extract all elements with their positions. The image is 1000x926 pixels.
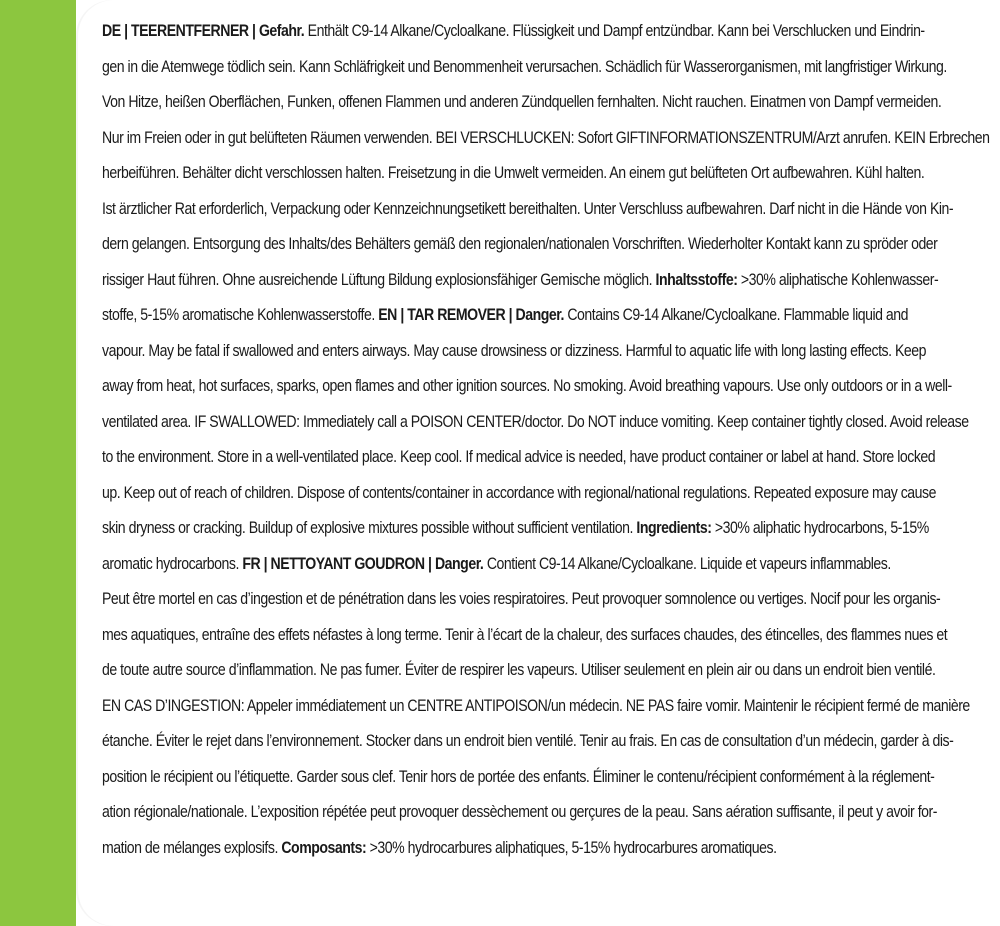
text-run: herbeiführen. Behälter dicht verschlossen halten. Freisetzung in die Umwelt vermeiden. An einem gut belüfteten Ort aufbewahren. Kühl halten. (102, 164, 925, 182)
text-line (102, 14, 998, 50)
text-line (102, 689, 998, 725)
text-run: Contient C9-14 Alkane/Cycloalkane. Liquide et vapeurs inflammables. (483, 554, 891, 573)
text-run: dern gelangen. Entsorgung des Inhalts/des Behälters gemäß den regionalen/nationalen Vorschriften. Wiederholter Kontakt kann zu spröder oder (102, 235, 938, 253)
text-run: Von Hitze, heißen Oberflächen, Funken, offenen Flammen und anderen Zündquellen fernhalten. Nicht rauchen. Einatmen von Dampf vermeiden. (102, 93, 942, 111)
text-line (102, 618, 998, 654)
text-run: position le récipient ou l’étiquette. Garder sous clef. Tenir hors de portée des enfants. Éliminer le contenu/récipient conformément à la réglement- (102, 767, 935, 786)
text-run: >30% hydrocarbures aliphatiques, 5-15% hydrocarbures aromatiques. (366, 838, 777, 857)
text-run: gen in die Atemwege tödlich sein. Kann Schläfrigkeit und Benommenheit verursachen. Schädlich für Wasserorganismen, mit langfristiger Wirkung. (102, 57, 947, 76)
bold-heading: FR | NETTOYANT GOUDRON | Danger. (242, 554, 484, 573)
green-side-stripe (0, 0, 76, 926)
text-run: vapour. May be fatal if swallowed and enters airways. May cause drowsiness or dizziness. Harmful to aquatic life with long lasting effects. Keep (102, 341, 927, 360)
text-line (102, 121, 998, 157)
hazard-text-block (102, 14, 998, 866)
text-run: mes aquatiques, entraîne des effets néfastes à long terme. Tenir à l’écart de la chaleur, des surfaces chaudes, des étincelles, des flammes nues et (102, 625, 948, 644)
text-run: EN CAS D’INGESTION: Appeler immédiatement un CENTRE ANTIPOISON/un médecin. NE PAS faire vomir. Maintenir le récipient fermé de manière (102, 696, 970, 715)
text-run: Ist ärztlicher Rat erforderlich, Verpackung oder Kennzeichnungsetikett bereithalten. Unter Verschluss aufbewahren. Darf nicht in die Hände von Kin- (102, 199, 954, 218)
text-line (102, 547, 998, 583)
text-run: away from heat, hot surfaces, sparks, open flames and other ignition sources. No smoking. Avoid breathing vapours. Use only outdoors or in a well- (102, 377, 952, 395)
text-run: étanche. Éviter le rejet dans l’environnement. Stocker dans un endroit bien ventilé. Tenir au frais. En cas de consultation d’un médecin, garder à dis- (102, 732, 954, 750)
text-line (102, 192, 998, 228)
text-run: skin dryness or cracking. Buildup of explosive mixtures possible without sufficient ventilation. (102, 519, 637, 537)
text-line (102, 511, 998, 547)
text-run: de toute autre source d’inflammation. Ne pas fumer. Éviter de respirer les vapeurs. Utiliser seulement en plein air ou dans un endroit bien ventilé. (102, 661, 936, 679)
text-line (102, 760, 998, 796)
text-line (102, 369, 998, 405)
text-line (102, 724, 998, 760)
text-run: >30% aliphatic hydrocarbons, 5-15% (711, 519, 929, 537)
text-line (102, 334, 998, 370)
text-run: rissiger Haut führen. Ohne ausreichende Lüftung Bildung explosionsfähiger Gemische möglich. (102, 270, 656, 289)
text-line (102, 440, 998, 476)
text-line (102, 582, 998, 618)
text-line (102, 85, 998, 121)
bold-heading: Composants: (281, 838, 367, 857)
text-run: ventilated area. IF SWALLOWED: Immediately call a POISON CENTER/doctor. Do NOT induce vomiting. Keep container tightly closed. Avoid release (102, 412, 969, 431)
text-line (102, 831, 998, 867)
text-line (102, 263, 998, 299)
text-run: Contains C9-14 Alkane/Cycloalkane. Flammable liquid and (563, 306, 909, 324)
text-run: Nur im Freien oder in gut belüfteten Räumen verwenden. BEI VERSCHLUCKEN: Sofort GIFTINFORMATIONSZENTRUM/Arzt anrufen. KEIN Erbrechen (102, 128, 990, 147)
text-line (102, 298, 998, 334)
text-run: up. Keep out of reach of children. Dispose of contents/container in accordance with regional/national regulations. Repeated exposure may cause (102, 483, 936, 502)
bold-heading: Inhaltsstoffe: (655, 270, 738, 289)
bold-heading: DE | TEERENTFERNER | Gefahr. (102, 22, 305, 40)
text-run: stoffe, 5-15% aromatische Kohlenwasserstoffe. (102, 306, 379, 324)
text-run: aromatic hydrocarbons. (102, 554, 243, 573)
text-run: Peut être mortel en cas d’ingestion et de pénétration dans les voies respiratoires. Peut provoquer somnolence ou vertiges. Nocif pour les organis- (102, 590, 941, 608)
text-run: mation de mélanges explosifs. (102, 838, 282, 857)
text-line (102, 653, 998, 689)
text-run: Enthält C9-14 Alkane/Cycloalkane. Flüssigkeit und Dampf entzündbar. Kann bei Verschlucken und Eindrin- (304, 22, 925, 40)
bold-heading: EN | TAR REMOVER | Danger. (378, 306, 564, 324)
text-run: >30% aliphatische Kohlenwasser- (737, 270, 939, 289)
text-line (102, 156, 998, 192)
text-line (102, 795, 998, 831)
text-line (102, 50, 998, 86)
text-run: ation régionale/nationale. L’exposition répétée peut provoquer dessèchement ou gerçures de la peau. Sans aération suffisante, il peut y avoir for- (102, 803, 937, 821)
text-line (102, 227, 998, 263)
text-run: to the environment. Store in a well-ventilated place. Keep cool. If medical advice is needed, have product container or label at hand. Store locked (102, 448, 936, 466)
text-line (102, 476, 998, 512)
text-line (102, 405, 998, 441)
bold-heading: Ingredients: (636, 519, 712, 537)
